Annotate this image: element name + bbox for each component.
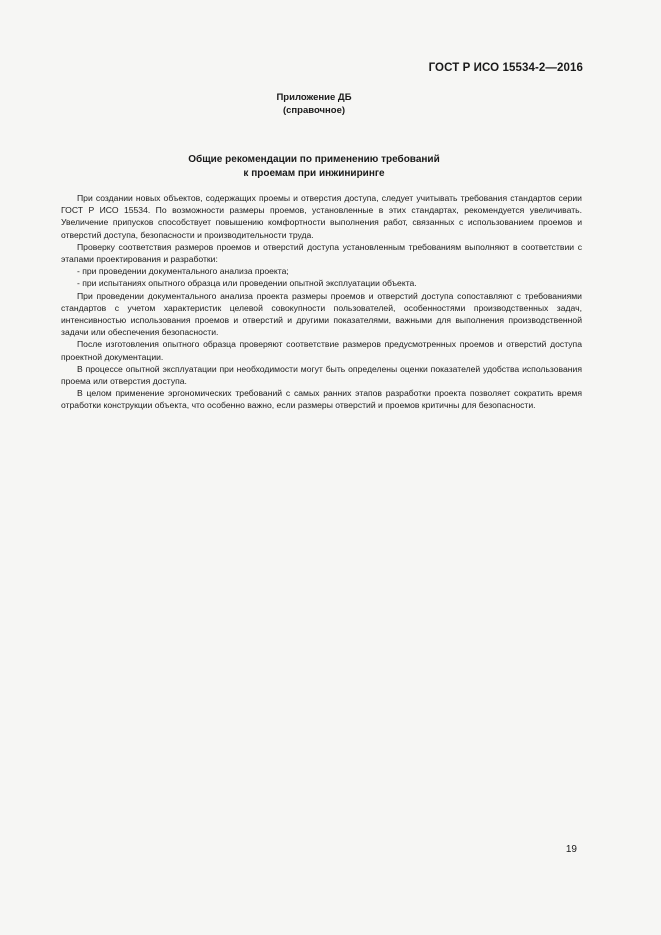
paragraph: В целом применение эргономических требований с самых ранних этапов разработки проекта позволяет сократить время отработки конструкции объекта, что особенно важно, если размеры отверстий и проемов критичны для безопасности. xyxy=(61,388,582,411)
section-title xyxy=(0,153,628,181)
document-code: ГОСТ Р ИСО 15534-2—2016 xyxy=(428,62,583,74)
paragraph: При проведении документального анализа проекта размеры проемов и отверстий доступа сопоставляют с требованиями стандартов с учетом характеристик целевой совокупности пользователей, особенностями производственных задач, интенсивностью использования проемов и отверстий и другими показателями, важными для выполнения производственной задачи или обеспечения безопасности. xyxy=(61,290,582,338)
body-text xyxy=(61,192,582,412)
paragraph: Проверку соответствия размеров проемов и отверстий доступа установленным требованиям выполняют в соответствии с этапами проектирования и разработки: xyxy=(61,241,582,265)
appendix-heading xyxy=(0,91,628,117)
list-item: - при проведении документального анализа проекта; xyxy=(77,266,289,277)
paragraph: При создании новых объектов, содержащих проемы и отверстия доступа, следует учитывать требования стандартов серии ГОСТ Р ИСО 15534. По возможности размеры проемов, установленные в этих стандартах, рекомендуется увеличивать. Увеличение припусков способствует повышению комфортности выполнения работ, связанных с использованием проемов и отверстий доступа, безопасности и производительности труда. xyxy=(61,193,582,240)
appendix-subtitle: (справочное) xyxy=(282,105,346,116)
section-title-line-1: Общие рекомендации по применению требований xyxy=(188,154,440,165)
paragraph: После изготовления опытного образца проверяют соответствие размеров предусмотренных проемов и отверстий доступа проектной документации. xyxy=(61,339,582,362)
list-item: - при испытаниях опытного образца или проведении опытной эксплуатации объекта. xyxy=(77,278,417,289)
appendix-title: Приложение ДБ xyxy=(276,92,352,103)
section-title-line-2: к проемам при инжиниринге xyxy=(243,168,385,179)
page-number: 19 xyxy=(565,844,577,855)
paragraph: В процессе опытной эксплуатации при необходимости могут быть определены оценки показателей удобства использования проема или отверстия доступа. xyxy=(61,363,582,387)
